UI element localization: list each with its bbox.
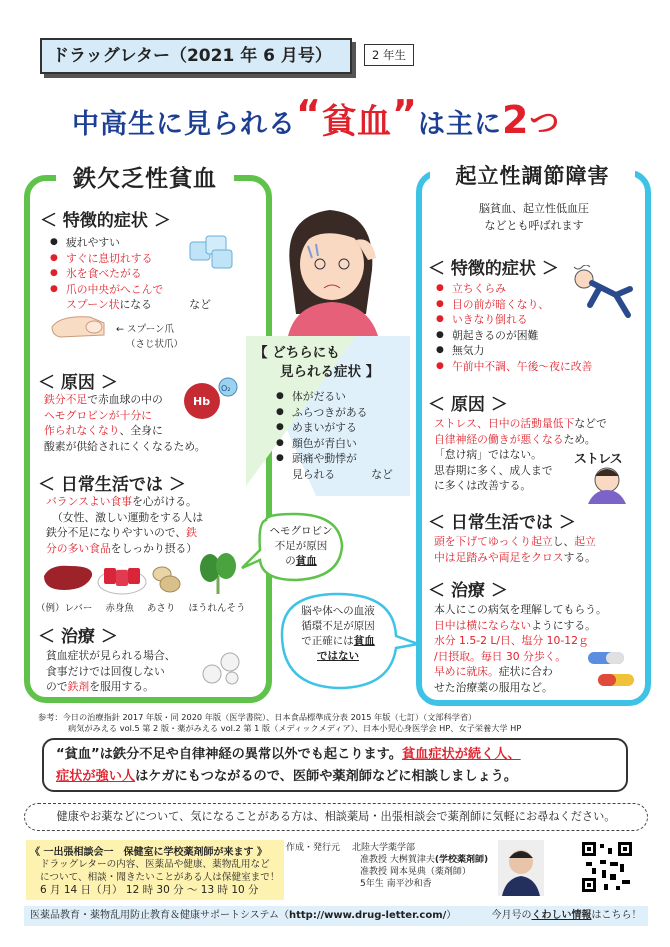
bubble2-l3: で正確には [301, 635, 354, 647]
footer-more-link[interactable]: くわしい情報 [531, 910, 592, 921]
ortho-life-l1b: し、 [552, 535, 575, 548]
life-l4b: をしっかり摂る） [110, 541, 198, 555]
iron-life-text [46, 494, 203, 556]
ortho-symptom-4: ● 無気力 [436, 343, 636, 359]
ortho-treat-l5b: 症状に合わ [498, 665, 553, 678]
ortho-treatment-text [434, 602, 607, 695]
footer-bar [24, 906, 648, 926]
symptom-etc: など [189, 298, 211, 311]
iron-symptoms-heading: ＜ 特徴的症状 ＞ [40, 211, 171, 231]
main-title [72, 92, 632, 142]
tablets-icon [200, 650, 244, 686]
hb-label: Hb [193, 395, 211, 408]
header-tag-text: ドラッグレター（2021 年 6 月号） [52, 46, 332, 66]
common-cont: 見られる [292, 468, 336, 481]
food-liver: （例）レバー [36, 603, 93, 614]
spoon-nail-sublabel: （さじ状爪） [126, 339, 184, 350]
bubble2-l1: 脳や体への血液 [301, 605, 375, 617]
title-key: 貧血 [321, 102, 392, 142]
bubble1-key: 貧血 [295, 555, 317, 567]
ortho-cause-l1b: などで [574, 417, 607, 430]
girl-dizzy-icon [268, 196, 398, 336]
o2-label: O₂ [221, 384, 231, 393]
ortho-life-l2b: する。 [563, 550, 596, 564]
qr-code-icon [580, 840, 634, 894]
iron-life-heading: ＜ 日常生活では ＞ [38, 475, 186, 495]
title-pre: 中高生に見られる [72, 109, 296, 140]
liver-icon [40, 562, 96, 594]
ortho-treat-l2a: 日中は横にならない [434, 618, 532, 632]
spinach-icon [198, 552, 240, 596]
iron-symptom-4: ● 爪の中央がへこんで [50, 282, 210, 298]
reference-line-1: 参考：今日の治療指針 2017 年版・同 2020 年版（医学書院）、日本食品標準成分表 2015 年版（七訂）（文部科学省） [38, 712, 477, 722]
reference-line-2: 病気がみえる vol.5 第 2 版・薬がみえる vol.2 第 1 版（メディックメディア）、日本小児心身医学会 HP、女子栄養大学 HP [68, 723, 522, 733]
iron-panel-title: 鉄欠乏性貧血 [56, 160, 234, 198]
bubble-green-text [258, 524, 344, 569]
spoon-nail-label: ← スプーン爪 [116, 324, 175, 335]
event-date: 6 月 14 日（月） 12 時 30 分 〜 13 時 10 分 [40, 884, 259, 896]
iron-symptom-2: ● すぐに息切れする [50, 251, 210, 267]
ortho-symptom-2-cont: ● いきなり倒れる [436, 312, 636, 328]
notice-l1b: 貧血症状が続く人、 [401, 747, 521, 762]
treat-l3c: を服用する。 [89, 680, 154, 693]
orthostatic-panel-title: 起立性調節障害 [430, 158, 635, 194]
iron-rich-foods: 分の多い食品 [46, 541, 111, 555]
cause-l2b: が十分に [108, 408, 152, 422]
bubble2-key2: ではない [317, 650, 359, 662]
ortho-cause-l1a: ストレス、日中の活動量低下 [434, 417, 575, 430]
food-clam: あさり [146, 603, 176, 614]
food-labels [36, 600, 245, 614]
title-num: 2 [501, 98, 530, 142]
ortho-treatment-heading: ＜ 治療 ＞ [428, 581, 508, 601]
iron-symptom-1: ● 疲れやすい [50, 235, 210, 251]
iron-treatment-text [46, 648, 176, 695]
ortho-symptom-1: ● 立ちくらみ [436, 281, 636, 297]
common-symptom-3: ● めまいがする [276, 420, 406, 436]
notice-l1a: “貧血”は鉄分不足や自律神経の異常以外でも起こります。 [56, 747, 402, 762]
ice-icon [188, 232, 238, 270]
capsules-icon [582, 648, 640, 692]
footer-more-pre: 今月号の [491, 910, 532, 921]
pharmacist-photo [498, 840, 544, 896]
common-symptom-list [276, 389, 406, 467]
common-symptom-1: ● 体がだるい [276, 389, 406, 405]
ortho-cause-l5: に多くは改善する。 [434, 479, 532, 492]
notice-l2b: はケガにもつながるので、医師や薬剤師などに相談しましょう。 [135, 769, 518, 784]
footer-system: 医薬品教育・薬物乱用防止教育＆健康サポートシステム（ [30, 910, 289, 921]
symptom-cont-text: になる [119, 298, 152, 311]
bubble1-l3: の [285, 555, 296, 567]
life-l3a: 鉄分不足になりやすいので、 [46, 526, 187, 539]
bubble1-l1: ヘモグロビン [269, 525, 333, 537]
references [38, 712, 521, 734]
common-head-2: 見られる症状 】 [280, 364, 380, 380]
ortho-symptom-list [436, 281, 636, 374]
iron-symptom-3: ● 氷を食べたがる [50, 266, 210, 282]
orthostatic-sub [424, 200, 644, 234]
credits-label: 作成・発行元 [286, 843, 341, 853]
ortho-cause-l4: 思春期に多く、成人まで [434, 463, 553, 477]
ortho-symptoms-heading: ＜ 特徴的症状 ＞ [428, 259, 559, 279]
bubble-blue-text [286, 604, 390, 664]
ortho-treat-l6: せた治療薬の服用など。 [434, 680, 553, 694]
common-symptom-5: ● 頭痛や動悸が [276, 451, 406, 467]
iron-symptom-list [50, 235, 210, 297]
credits-person-2: 准教授 岡本晃典（薬剤師） [360, 867, 471, 877]
ortho-life-l2a: 中は足踏みや両足をクロス [434, 550, 564, 564]
food-spinach: ほうれんそう [188, 603, 246, 614]
footer-url[interactable]: http://www.drug-letter.com/ [289, 910, 447, 921]
grade-badge: 2 年生 [364, 44, 414, 66]
balanced-diet: バランスよい食事 [46, 495, 133, 508]
life-l1b: を心がける。 [132, 495, 197, 508]
common-etc: など [371, 468, 393, 481]
notice-l2a: 症状が強い人 [56, 769, 136, 784]
common-symptom-2: ● ふらつきがある [276, 405, 406, 421]
title-tsu: つ [529, 106, 561, 141]
treat-l2: 食事だけでは回復しない [46, 664, 165, 678]
common-symptom-4: ● 顔色が青白い [276, 436, 406, 452]
title-quote-open: “ [296, 92, 322, 136]
cause-iron-shortage: 鉄分不足 [44, 393, 88, 406]
ortho-treat-l4: /日摂取。毎日 30 分歩く。 [434, 649, 566, 663]
event-title: 《 一出張相談会一 保健室に学校薬剤師が来ます 》 [30, 847, 267, 858]
ortho-life-l1a: 頭を下げてゆっくり起立 [434, 535, 553, 548]
common-head-1: 【 どちらにも [254, 345, 340, 361]
consult-box [24, 803, 648, 831]
footer-close: ） [446, 910, 457, 921]
ortho-sub-2: などとも呼ばれます [484, 219, 584, 232]
title-quote-close: ” [391, 92, 418, 136]
nail-icon [50, 313, 106, 339]
life-l2: （女性、激しい運動をする人は [52, 510, 204, 524]
ortho-treat-l1: 本人にこの病気を理解してもらう。 [434, 603, 607, 616]
footer-more [491, 910, 641, 921]
ortho-symptom-5: ● 午前中不調、午後〜夜に改善 [436, 359, 636, 375]
life-l3b: 鉄 [186, 526, 197, 539]
iron-treatment-heading: ＜ 治療 ＞ [38, 627, 118, 647]
common-symptom-5-cont [292, 467, 393, 483]
ortho-life-l1c: 起立 [574, 535, 596, 548]
cause-l3b: 、全身に [119, 424, 163, 437]
spoon-shape-text: スプーン状 [66, 298, 120, 311]
credits-person-3: 5年生 南平沙和香 [360, 879, 432, 889]
consult-text: 健康やお薬などについて、気になることがある方は、相談薬局・出張相談会で薬剤師に気軽にお尋ねください。 [56, 810, 616, 823]
iron-symptom-4-cont [66, 297, 211, 313]
ortho-cause-l3: 「怠け病」ではない。 [434, 448, 542, 461]
iron-drug: 鉄剤 [67, 680, 90, 693]
bubble2-l2: 循環不足が原因 [301, 620, 375, 632]
ortho-symptom-2: ● 目の前が暗くなり、 [436, 297, 636, 313]
ortho-treat-l5a: 早めに就床。 [434, 665, 499, 678]
notice-box [42, 738, 628, 792]
cause-l4: 酸素が供給されにくくなるため。 [44, 439, 206, 453]
ortho-cause-l2a: 自律神経の働きが悪くなる [434, 432, 564, 446]
iron-cause-heading: ＜ 原因 ＞ [38, 373, 118, 393]
ortho-cause-heading: ＜ 原因 ＞ [428, 395, 508, 415]
footer-more-post: はこちら！ [591, 910, 642, 921]
ortho-sub-1: 脳貧血、起立性低血圧 [479, 202, 589, 215]
event-line-1: ドラッグレターの内容、医薬品や健康、薬物乱用など [40, 859, 270, 870]
ortho-treat-l3: 水分 1.5-2 L/日、塩分 10-12ｇ [434, 634, 589, 647]
ortho-symptom-3: ● 朝起きるのが困難 [436, 328, 636, 344]
ortho-life-heading: ＜ 日常生活では ＞ [428, 513, 576, 533]
bubble1-l2: 不足が原因 [274, 540, 328, 552]
ortho-cause-l2b: ため。 [563, 432, 596, 446]
stress-text: ストレス [574, 452, 622, 467]
bubble2-key1: 貧血 [353, 635, 375, 647]
tuna-icon [96, 558, 148, 596]
credits-person-1: 准教授 大桝賀津夫 [360, 855, 435, 865]
credits-person-1-role: (学校薬剤師) [434, 855, 489, 865]
common-symptoms-heading [254, 344, 379, 382]
treat-l3a: ので [46, 680, 68, 693]
title-mid: は主に [417, 109, 502, 140]
event-line-2: について、相談・聞きたいことがある人は保健室まで！ [40, 872, 280, 883]
ortho-life-text [434, 534, 596, 565]
ortho-treat-l2b: ようにする。 [531, 618, 596, 632]
clam-icon [150, 564, 182, 594]
stressed-person-icon [584, 464, 630, 504]
food-red-fish: 赤身魚 [105, 603, 134, 614]
treat-l1: 貧血症状が見られる場合、 [46, 649, 176, 662]
header-tag [40, 38, 352, 74]
cause-not-made: 作られなくなり [44, 424, 120, 437]
iron-cause-text [44, 392, 206, 454]
cause-hemoglobin: ヘモグロビン [44, 408, 109, 422]
credits-org: 北陸大学薬学部 [352, 843, 416, 853]
cause-l1b: で赤血球の中の [87, 393, 163, 406]
